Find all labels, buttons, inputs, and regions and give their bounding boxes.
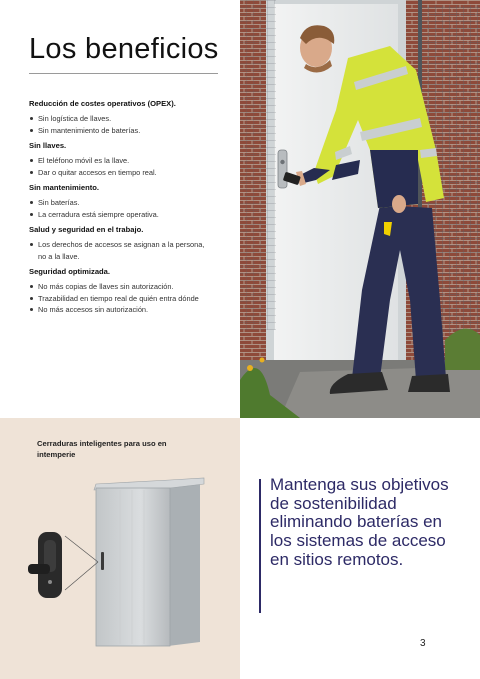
quote-text: Mantenga sus objetivos de sostenibilidad eliminando baterías en los sistemas de acceso en sitios remotos.	[270, 475, 449, 569]
benefit-heading: Reducción de costes operativos (OPEX).	[29, 99, 176, 108]
sustainability-quote	[259, 476, 459, 616]
benefit-item: La cerradura está siempre operativa.	[29, 209, 229, 220]
benefit-item: Sin mantenimiento de baterías.	[29, 125, 229, 136]
benefit-section-keyless	[29, 141, 229, 178]
benefit-heading: Seguridad optimizada.	[29, 267, 111, 277]
benefit-section-opex	[29, 99, 229, 136]
benefit-item: Dar o quitar accesos en tiempo real.	[29, 167, 229, 178]
benefit-section-security	[29, 267, 229, 316]
benefit-section-maintenance	[29, 183, 229, 220]
benefit-heading: Sin llaves.	[29, 141, 67, 151]
benefit-item: Trazabilidad en tiempo real de quién entra dónde	[29, 293, 229, 304]
outdoor-cabinet-illustration	[20, 470, 220, 660]
product-panel-label: Cerraduras inteligentes para uso en intemperie	[37, 439, 167, 459]
benefit-items	[29, 197, 229, 220]
page-title: Los beneficios	[29, 33, 219, 65]
title-divider	[29, 73, 218, 74]
benefit-items	[29, 281, 229, 315]
benefit-heading: Sin mantenimiento.	[29, 183, 100, 193]
benefit-item: Sin logística de llaves.	[29, 113, 229, 124]
benefit-item: Sin baterías.	[29, 197, 229, 208]
cabinet-lock-graphic	[20, 470, 220, 660]
quote-accent-bar	[259, 479, 261, 613]
benefit-item: No más copias de llaves sin autorización.	[29, 281, 229, 292]
benefit-item: El teléfono móvil es la llave.	[29, 155, 229, 166]
worker-door-illustration	[240, 0, 480, 418]
benefit-items	[29, 155, 229, 178]
page-number: 3	[420, 638, 426, 649]
worker-door-photo	[240, 0, 480, 418]
benefit-item: Los derechos de accesos se asignan a la persona, no a la llave.	[29, 239, 229, 262]
benefit-section-safety	[29, 225, 229, 262]
benefit-items	[29, 239, 229, 262]
benefits-list	[29, 99, 229, 321]
benefit-items	[29, 113, 229, 136]
benefit-item: No más accesos sin autorización.	[29, 304, 229, 315]
benefit-heading: Salud y seguridad en el trabajo.	[29, 225, 144, 235]
